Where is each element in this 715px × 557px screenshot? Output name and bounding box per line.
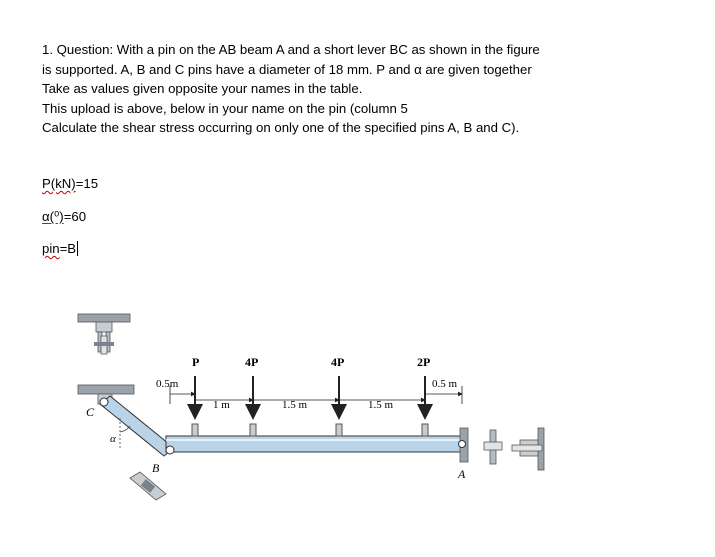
question-line: 1. Question: With a pin on the AB beam A and a short lever BC as shown in the figure — [42, 42, 540, 57]
param-p — [42, 176, 98, 191]
dimension-label-3: 1.5 m — [368, 399, 394, 411]
dimension-label-2: 1.5 m — [282, 399, 308, 411]
param-p-value: =15 — [75, 176, 99, 191]
param-pin — [42, 241, 78, 256]
load-label-2p: 2P — [417, 355, 431, 369]
beam-figure — [70, 300, 560, 540]
pin-c-icon — [100, 398, 108, 406]
question-line: Calculate the shear stress occurring on only one of the specified pins A, B and C). — [42, 120, 520, 136]
text-cursor — [77, 241, 78, 256]
dimension-label-1: 1 m — [213, 399, 230, 411]
param-alpha-value: =60 — [63, 209, 87, 224]
load-brackets — [192, 424, 428, 436]
dimension-label-0: 0.5m — [156, 378, 179, 390]
load-label-4p-2: 4P — [331, 355, 345, 369]
param-alpha — [42, 209, 86, 225]
wall-support — [78, 385, 134, 394]
point-b-label: B — [152, 461, 160, 475]
dimension-label-4: 0.5 m — [432, 378, 458, 390]
param-pin-value: =B — [59, 241, 77, 256]
question-line: Take as values given opposite your names in the table. — [42, 81, 363, 97]
param-p-label: P(kN) — [42, 176, 76, 191]
pin-a-icon — [459, 441, 466, 448]
load-label-4p-1: 4P — [245, 355, 259, 369]
param-pin-label: pin — [42, 241, 60, 256]
question-line: is supported. A, B and C pins have a diameter of 18 mm. P and α are given together — [42, 61, 532, 77]
pin-detail-a-icon — [484, 430, 502, 464]
pin-b-icon — [166, 446, 174, 454]
point-c-label: C — [86, 405, 95, 419]
pin-detail-right-icon — [512, 428, 544, 470]
question-line: This upload is above, below in your name on the pin (column 5 — [42, 100, 408, 116]
pin-detail-top-icon — [78, 314, 130, 354]
question-text — [42, 40, 682, 138]
beam-ab — [166, 436, 462, 452]
lever-bc — [100, 396, 174, 456]
load-label-p: P — [192, 355, 200, 369]
pin-b-detail-icon — [130, 472, 166, 500]
param-alpha-label: α(⁰) — [42, 209, 64, 224]
alpha-label: α — [110, 433, 116, 445]
point-a-label: A — [458, 467, 466, 481]
